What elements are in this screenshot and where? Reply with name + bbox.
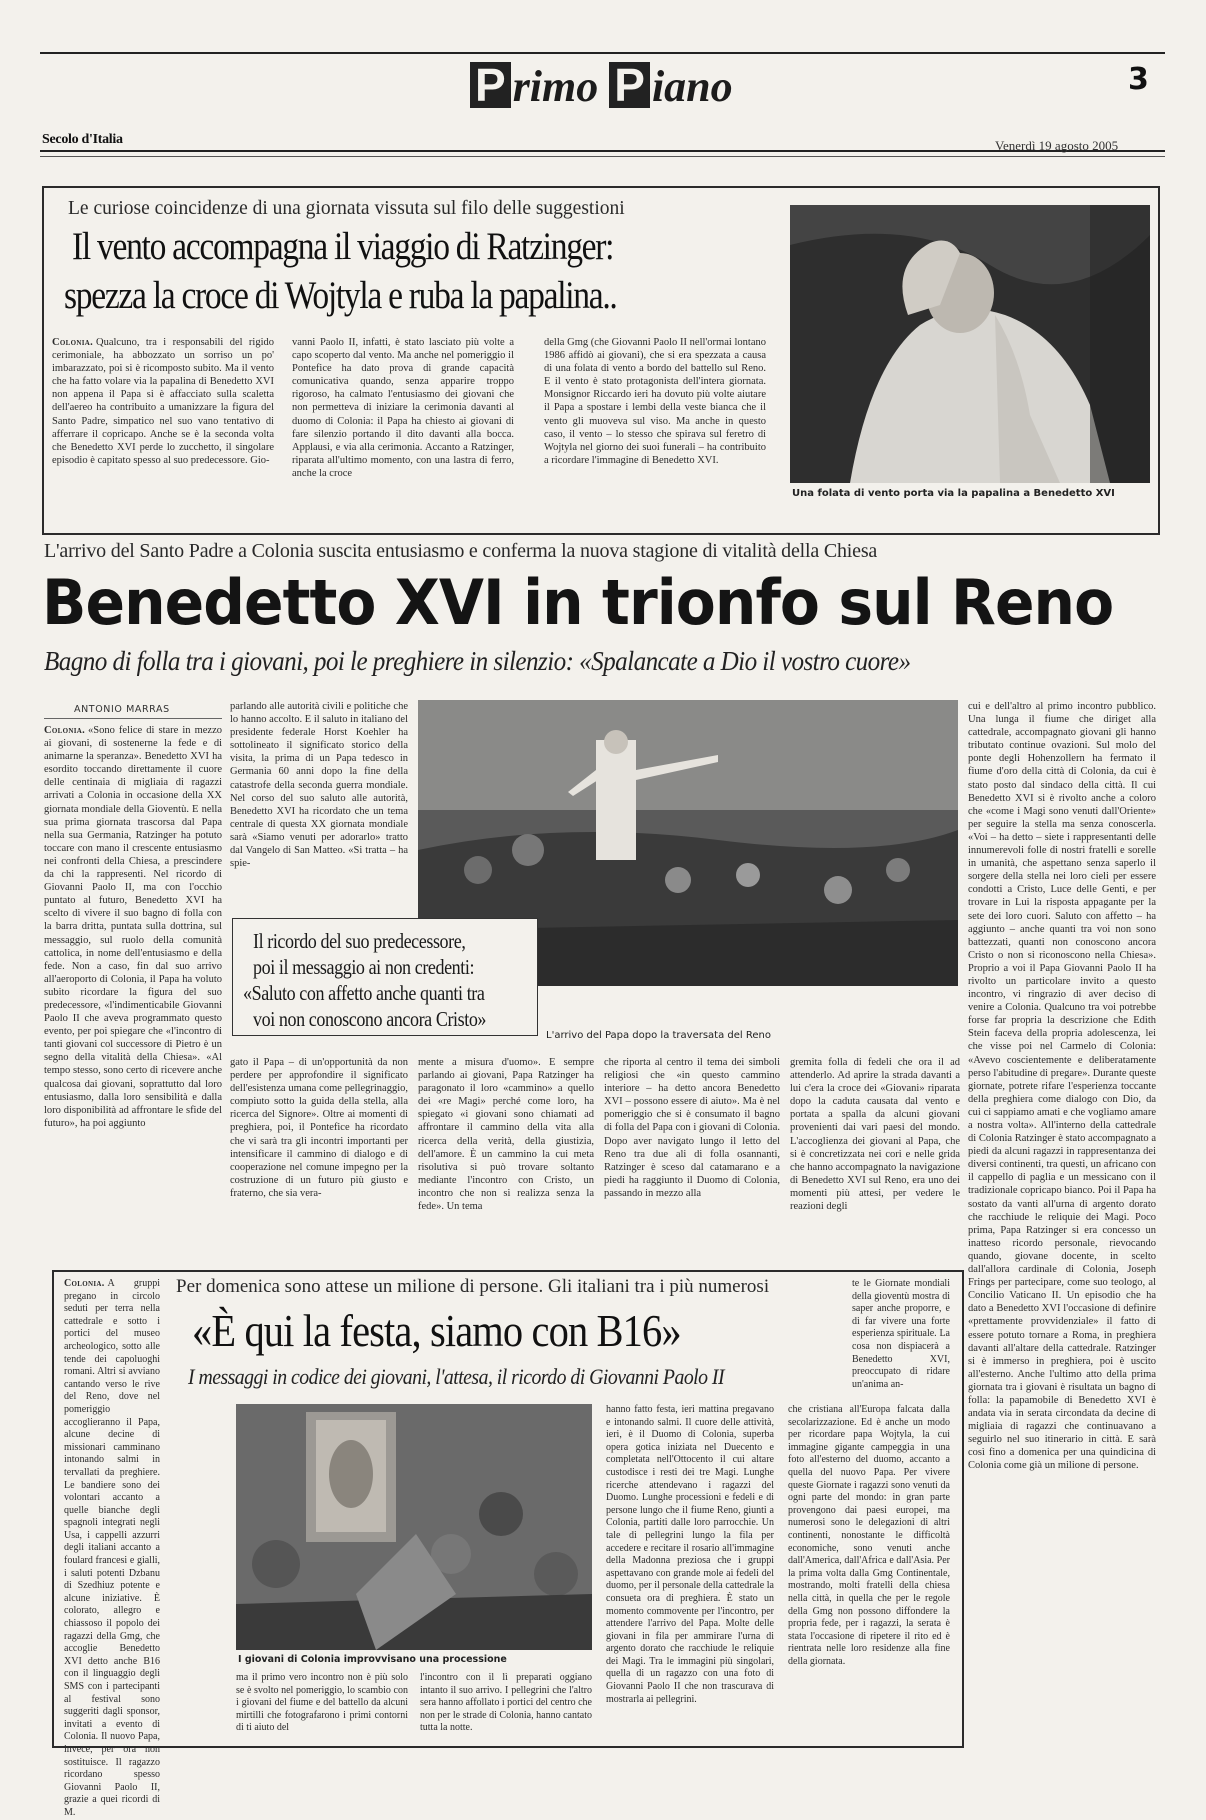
- section-title: P rimo P iano: [470, 62, 733, 109]
- story1-col3: della Gmg (che Giovanni Paolo II nell'ormai lontano 1986 affidò ai giovani), che si era spezzata a causa di una folata di vento a bordo del battello sul Reno. E il vento è stato protagonista dell'intera giornata. Monsignor Riccardo ieri ha dovuto più volte aiutare il Papa a spostare i lembi della veste bianca che il vento gli muoveva sul viso. Ma anche in questo caso, il vento – lo stesso che spirava sul feretro di Wojtyla nel giorno dei suoi funerali – ha contribuito a ricordare l'immagine di Benedetto XVI.: [544, 337, 766, 466]
- masthead-rule-thin: [40, 156, 1165, 157]
- story1-photo-caption: Una folata di vento porta via la papalina a Benedetto XVI: [792, 488, 1115, 499]
- story2-pullquote: [232, 918, 538, 1036]
- story3-subheadline: I messaggi in codice dei giovani, l'attesa, il ricordo di Giovanni Paolo II: [188, 1364, 725, 1389]
- story2-col-right: cui e dell'altro al primo incontro pubblico. Una lunga il fiume che diriget alla cattedrale, accompagnato giovani gli hanno tributato continue ovazioni. Sul molo del ponte degli Hohenzollern ha fermato il fiume d'oro della città di Colonia, da cui è stato posto dal sindaco della città. Il cui Benedetto XVI si è rivolto anche a coloro che «come i Magi sono venuti dall'Oriente» per seguire la stella ma senza conoscerla. «Voi – ha detto – siete i rappresentanti delle innumerevoli folle di nostri fratelli e sorelle in umanità, che aspettano senza saperlo il sorgere della stella nei loro cieli per essere condotti a Cristo, Luce delle Genti, e per trovare in Lui la risposta appagante per la sete dei loro cuori. Saluto con affetto – ha aggiunto – anche quanti tra voi non sono battezzati, quanti non conoscono ancora Cristo o non si riconoscono nella Chiesa». Proprio a voi il Papa Giovanni Paolo II ha rivolto un particolare invito a questo incontro, vi ringrazio di aver deciso di venire a Colonia. Qualcuno tra voi potrebbe forse far propria la descrizione che Edith Stein faceva della propria adolescenza, lei che visse poi nel Carmelo di Colonia: «Avevo coscientemente e deliberatamente perso l'abitudine di pregare». Durante queste giornate, potrete rifare l'esperienza toccante della preghiera come dialogo con Dio, da cui ci sappiamo amati e che vogliamo amare a nostra volta». All'interno della cattedrale di Colonia Ratzinger è stato accompagnato a piedi da alcuni ragazzi in rappresentanza dei diversi continenti, tra questi, un africano con il cappello di paglia e un messicano con il tradizionale copricapo bianco. Poi il Papa ha sostato da vanti all'urna di argento dorato che racchiude le reliquie dei Magi. Poco prima, Papa Ratzinger si era concesso un inatteso ricordo personale, rievocando quando, giovane docente, in scelto dall'allora cardinale di Colonia, Joseph Frings per partecipare, come suo teologo, al Concilio Vaticano II. Un episodio che ha dato a Benedetto XVI l'occasione di definire «prettamente provvidenziale» il fatto di essere potuto tornare a Roma, in preghiera davanti all'altare della cattedrale. Ratzinger si è immerso in preghiera, poi è uscito all'esterno. Anche l'ultimo atto della prima giornata tra i giovani è risultata un bagno di folla: la papamobile di Benedetto XVI è andata via in serata circondata da decine di migliaia di ragazzi che continuavano a seguirlo nel suo itinerario in città. E sarà così fino a domenica per una quindicina di Colonia come già un milione di persone.: [968, 701, 1156, 1472]
- story3-col4: hanno fatto festa, ieri mattina pregavano e intonando salmi. Il cuore delle attività, ieri, è il Duomo di Colonia, superba opera gotica iniziata nel Duecento e completata nell'Ottocento il cui altare custodisce i resti dei tre Magi. Lunghe ricerche attendevano i ragazzi del Duomo. Lunghe processioni e fedeli e di persone lungo che il fiume Reno, giunti a Colonia, partiti dalle loro parrocchie. Un tale di pellegrini lungo la fila per accedere e recitare il rosario all'immagine della Madonna preziosa che i gruppi aspettavano con grande mole ai fedeli del duomo, per il personale della cattedrale la consueta ora di preghiera. È stato un momento commovente per l'incontro, per attendere l'arrivo del Papa. Molte delle giovani in fila per ammirare l'urna di argento dorato che racchiude le reliquie dei Magi. Tra le immagini più singolari, quella di un ragazzo con una foto di Giovanni Paolo II che non trascurava di mostrarla ai pellegrini.: [606, 1404, 774, 1705]
- story1-photo: [790, 205, 1150, 483]
- pope-photo-illustration: [790, 205, 1150, 483]
- story2-subheadline: Bagno di folla tra i giovani, poi le preghiere in silenzio: «Spalancate a Dio il vostro cuore»: [44, 646, 911, 676]
- pullquote-line: «Saluto con affetto anche quanti tra: [243, 981, 485, 1005]
- story2-photo-caption: L'arrivo del Papa dopo la traversata del Reno: [546, 1030, 771, 1041]
- section-initial: P: [609, 62, 650, 108]
- story1-col1: Colonia. Qualcuno, tra i responsabili del rigido cerimoniale, ha abbozzato un sorriso un po' imbarazzato, poi si è ricomposto subito. Ma il vento che ha fatto volare via la papalina di Benedetto XVI non appena il Papa si è affacciato sulla scaletta dell'aereo ha contribuito a umanizzare la figura del Santo Padre, simpatico nel suo vano tentativo di afferrare il copricapo. Anche se è la seconda volta che Benedetto XVI perde lo zucchetto, il singolare episodio è capitato spesso al suo predecessore. Gio-: [52, 337, 274, 466]
- story3-col3-bottom: l'incontro con il lì preparati oggiano intanto il suo arrivo. I pellegrini che l'altro sera hanno affollato i portici del centro che non per le strade di Colonia, hanno cantato tutta la notte.: [420, 1672, 592, 1734]
- story3-photo: [236, 1404, 592, 1650]
- story2-col2-top: parlando alle autorità civili e politiche che lo hanno accolto. E il saluto in italiano del presidente federale Horst Koehler ha sottolineato il significato storico della visita, la prima di un Papa tedesco in Germania 60 anni dopo la fine della catastrofe della seconda guerra mondiale. Nel corso del suo saluto alle autorità, Benedetto XVI ha ricordato che un tema centrale di questa XX giornata mondiale sarà «Siamo venuti per adorarlo» tratto dal Vangelo di San Matteo. «Si tratta – ha spie-: [230, 701, 408, 870]
- story2-kicker: L'arrivo del Santo Padre a Colonia suscita entusiasmo e conferma la nuova stagione di vitalità della Chiesa: [44, 540, 878, 562]
- story1-col2: vanni Paolo II, infatti, è stato lasciato più volte a capo scoperto dal vento. Ma anche nel pomeriggio il Pontefice ha dato prova di grande capacità comunicativa quando, senza apparire troppo rigoroso, ha calmato l'entusiasmo dei giovani che non permetteva di iniziare la cerimonia davanti al duomo di Colonia: il Papa ha chiesto ai giovani di fare silenzio portando il dito davanti alla bocca. Applausi, e via alla cerimonia. Accanto a Ratzinger, riparata all'ultimo momento, con una lastra di ferro, anche la croce: [292, 337, 514, 479]
- story2-lower-col3: che riporta al centro il tema dei simboli religiosi che «in questo cammino interiore – ha detto ancora Benedetto XVI – possono essere di aiuto». Ma è nel pomeriggio che si è consumato il bagno di folla del Papa con i giovani di Colonia. Dopo aver navigato lungo il letto del Reno tra due ali di folla osannanti, Ratzinger è sceso dal catamarano e a piedi ha raggiunto il Duomo di Colonia, passando in mezzo alla: [604, 1057, 780, 1199]
- story2-lower-col4: gremita folla di fedeli che ora il ad attenderlo. Ad aprire la strada davanti a lui c'era la croce dei «Giovani» riparata dopo la caduta causata dal vento e portata a spalla da alcuni giovani provenienti dai vari paesi del mondo. L'accoglienza dei giovani al Papa, che si è concretizzata nei cori e nelle grida che hanno accompagnato la navigazione di Benedetto XVI sul Reno, era uno dei momenti più attesi, per vedere le reazioni degli: [790, 1057, 960, 1213]
- procession-photo-illustration: [236, 1404, 592, 1650]
- page-number: 3: [1128, 62, 1149, 97]
- top-rule: [40, 52, 1165, 54]
- story3-col5: che cristiana all'Europa falcata dalla secolarizzazione. Ed è anche un modo per ricordare papa Wojtyla, la cui immagine gigante campeggia in una foto all'esterno del duomo, accanto a quella del nuovo Papa. Per vivere queste Giornate i ragazzi sono venuti da ogni parte del mondo: in gran parte provengono dai paesi europei, ma numerosi sono le delegazioni di altri continenti, nonostante le difficoltà economiche, sono venuti anche dall'America, dall'Africa e dall'Asia. Per la prima volta dalla Gmg Continentale, mostrando, molti fratelli della chiesa nella città, in quella che per le regole della Gmg non possono diffondere la propria fede, per i ragazzi, la serata è stata l'occasione di ripetere il rito ed è rientrata nelle loro residenze alla fine della giornata.: [788, 1404, 950, 1667]
- story3-kicker: Per domenica sono attese un milione di persone. Gli italiani tra i più numerosi: [176, 1276, 770, 1297]
- newspaper-name: Secolo d'Italia: [42, 132, 123, 147]
- story2-headline: Benedetto XVI in trionfo sul Reno: [42, 566, 1114, 639]
- story3-headline: «È qui la festa, siamo con B16»: [192, 1305, 681, 1356]
- story2-lower-col1: gato il Papa – di un'opportunità da non perdere per approfondire il significato dell'esistenza umana come pellegrinaggio, compiuto sotto la guida della stella, alla ricerca del Signore». Oltre ai momenti di preghiera, poi, il Pontefice ha ricordato che vi sarà tra gli incontri importanti per intensificare il cammino di dialogo e di cooperazione nel comune impegno per la costruzione di un futuro più giusto e fraterno, che sia vera-: [230, 1057, 408, 1199]
- byline-rule: [44, 718, 222, 719]
- story1-headline-line2: spezza la croce di Wojtyla e ruba la papalina..: [64, 274, 617, 317]
- issue-date: Venerdì 19 agosto 2005: [995, 138, 1119, 153]
- story3-col1: Colonia. A gruppi pregano in circolo seduti per terra nella cattedrale e sotto i portici del museo archeologico, sotto alle tende dei capoluoghi romani. Altri si avviano cantando verso le rive del Reno, dove nel pomeriggio accoglieranno il Papa, alcune decine di missionari camminano intonando salmi in tervallati da preghiere. Le bandiere sono dei volontari accanto a quelle bianche degli spagnoli integrati negli Usa, i cappelli azzurri degli italiani accanto a foulard francesi e gialli, i saluti potenti Dzbanu di Szedhiuz potente e alcune iniziative. È colorato, allegro e chiassoso il popolo dei ragazzi della Gmg, che accoglie Benedetto XVI detto anche B16 con il linguaggio degli SMS con i partecipanti al festival sono suggeriti dagli sponsor, invitati a evento di Colonia. Il nuovo Papa, invece, per ora non sostituisce. Il ragazzo ricordano spesso Giovanni Paolo II, grazie a quei ricordi di M.: [64, 1278, 160, 1818]
- story3-col6: te le Giornate mondiali della gioventù mostra di saper anche proporre, e di far vivere una forte esperienza spirituale. La cosa non dispiacerà a Benedetto XVI, preoccupato di ridare un'anima an-: [852, 1278, 950, 1390]
- story2-lower-col2: mente a misura d'uomo». E sempre parlando ai giovani, Papa Ratzinger ha paragonato il loro «cammino» a quello dei «re Magi» perché come loro, ha spiegato «i giovani sono chiamati ad affrontare il cammino della vita alla ricerca della verità, della giustizia, dell'amore. È un cammino la cui meta risolutiva si può trovare soltanto mediante l'incontro con Cristo, un incontro che non si realizza senza la fede». Un tema: [418, 1057, 594, 1213]
- story1-kicker: Le curiose coincidenze di una giornata vissuta sul filo delle suggestioni: [68, 198, 625, 219]
- story3-photo-caption: I giovani di Colonia improvvisano una processione: [238, 1654, 507, 1665]
- story1-headline-line1: Il vento accompagna il viaggio di Ratzinger:: [72, 225, 614, 268]
- section-initial: P: [470, 62, 511, 108]
- story2-col1: Colonia. «Sono felice di stare in mezzo ai giovani, di sostenerne la fede e di animarne la speranza». Benedetto XVI ha esordito toccando direttamente il cuore delle centinaia di migliaia di ragazzi arrivati a Colonia in occasione della XX giornata mondiale della Gioventù. E nella sua prima giornata trascorsa dal Papa nella sua Germania, Ratzinger ha potuto toccare con mano il crescente entusiasmo nei confronti della Chiesa, a prescindere da chi la rappresenti. Nel ricordo di Giovanni Paolo II, ma con l'occhio puntato al futuro, Benedetto XVI ha scelto di vivere il suo bagno di folla con la barra dritta, puntata sulla dottrina, sul messaggio, sul ruolo della comunità cattolica, in nome dell'entusiasmo e della fede. Non a caso, fin dal suo arrivo all'aeroporto di Colonia, il Papa ha voluto subito ricordare la figura del suo predecessore, «l'indimenticabile Giovanni Paolo II che aveva programmato questo evento, per poi spiegare che «l'incontro di tanti giovani col successore di Pietro è un segno della vitalità della Chiesa». «Al tempo stesso, sono certo di ricevere anche qualcosa dai giovani, soprattutto dal loro entusiasmo, dalla loro sensibilità e dalla loro disponibilità ad affrontare le sfide del futuro», ha poi aggiunto: [44, 725, 222, 1129]
- pullquote-line: poi il messaggio ai non credenti:: [253, 955, 475, 979]
- story3-col2-bottom: ma il primo vero incontro non è più solo se è svolto nel pomeriggio, lo scambio con i giovani del fiume e del battello da alcuni mirtilli che fotografarono i primi contorni di ti aiuto del: [236, 1672, 408, 1734]
- pullquote-line: voi non conoscono ancora Cristo»: [253, 1007, 487, 1031]
- story2-byline: ANTONIO MARRAS: [74, 704, 170, 715]
- pullquote-line: Il ricordo del suo predecessore,: [253, 929, 466, 953]
